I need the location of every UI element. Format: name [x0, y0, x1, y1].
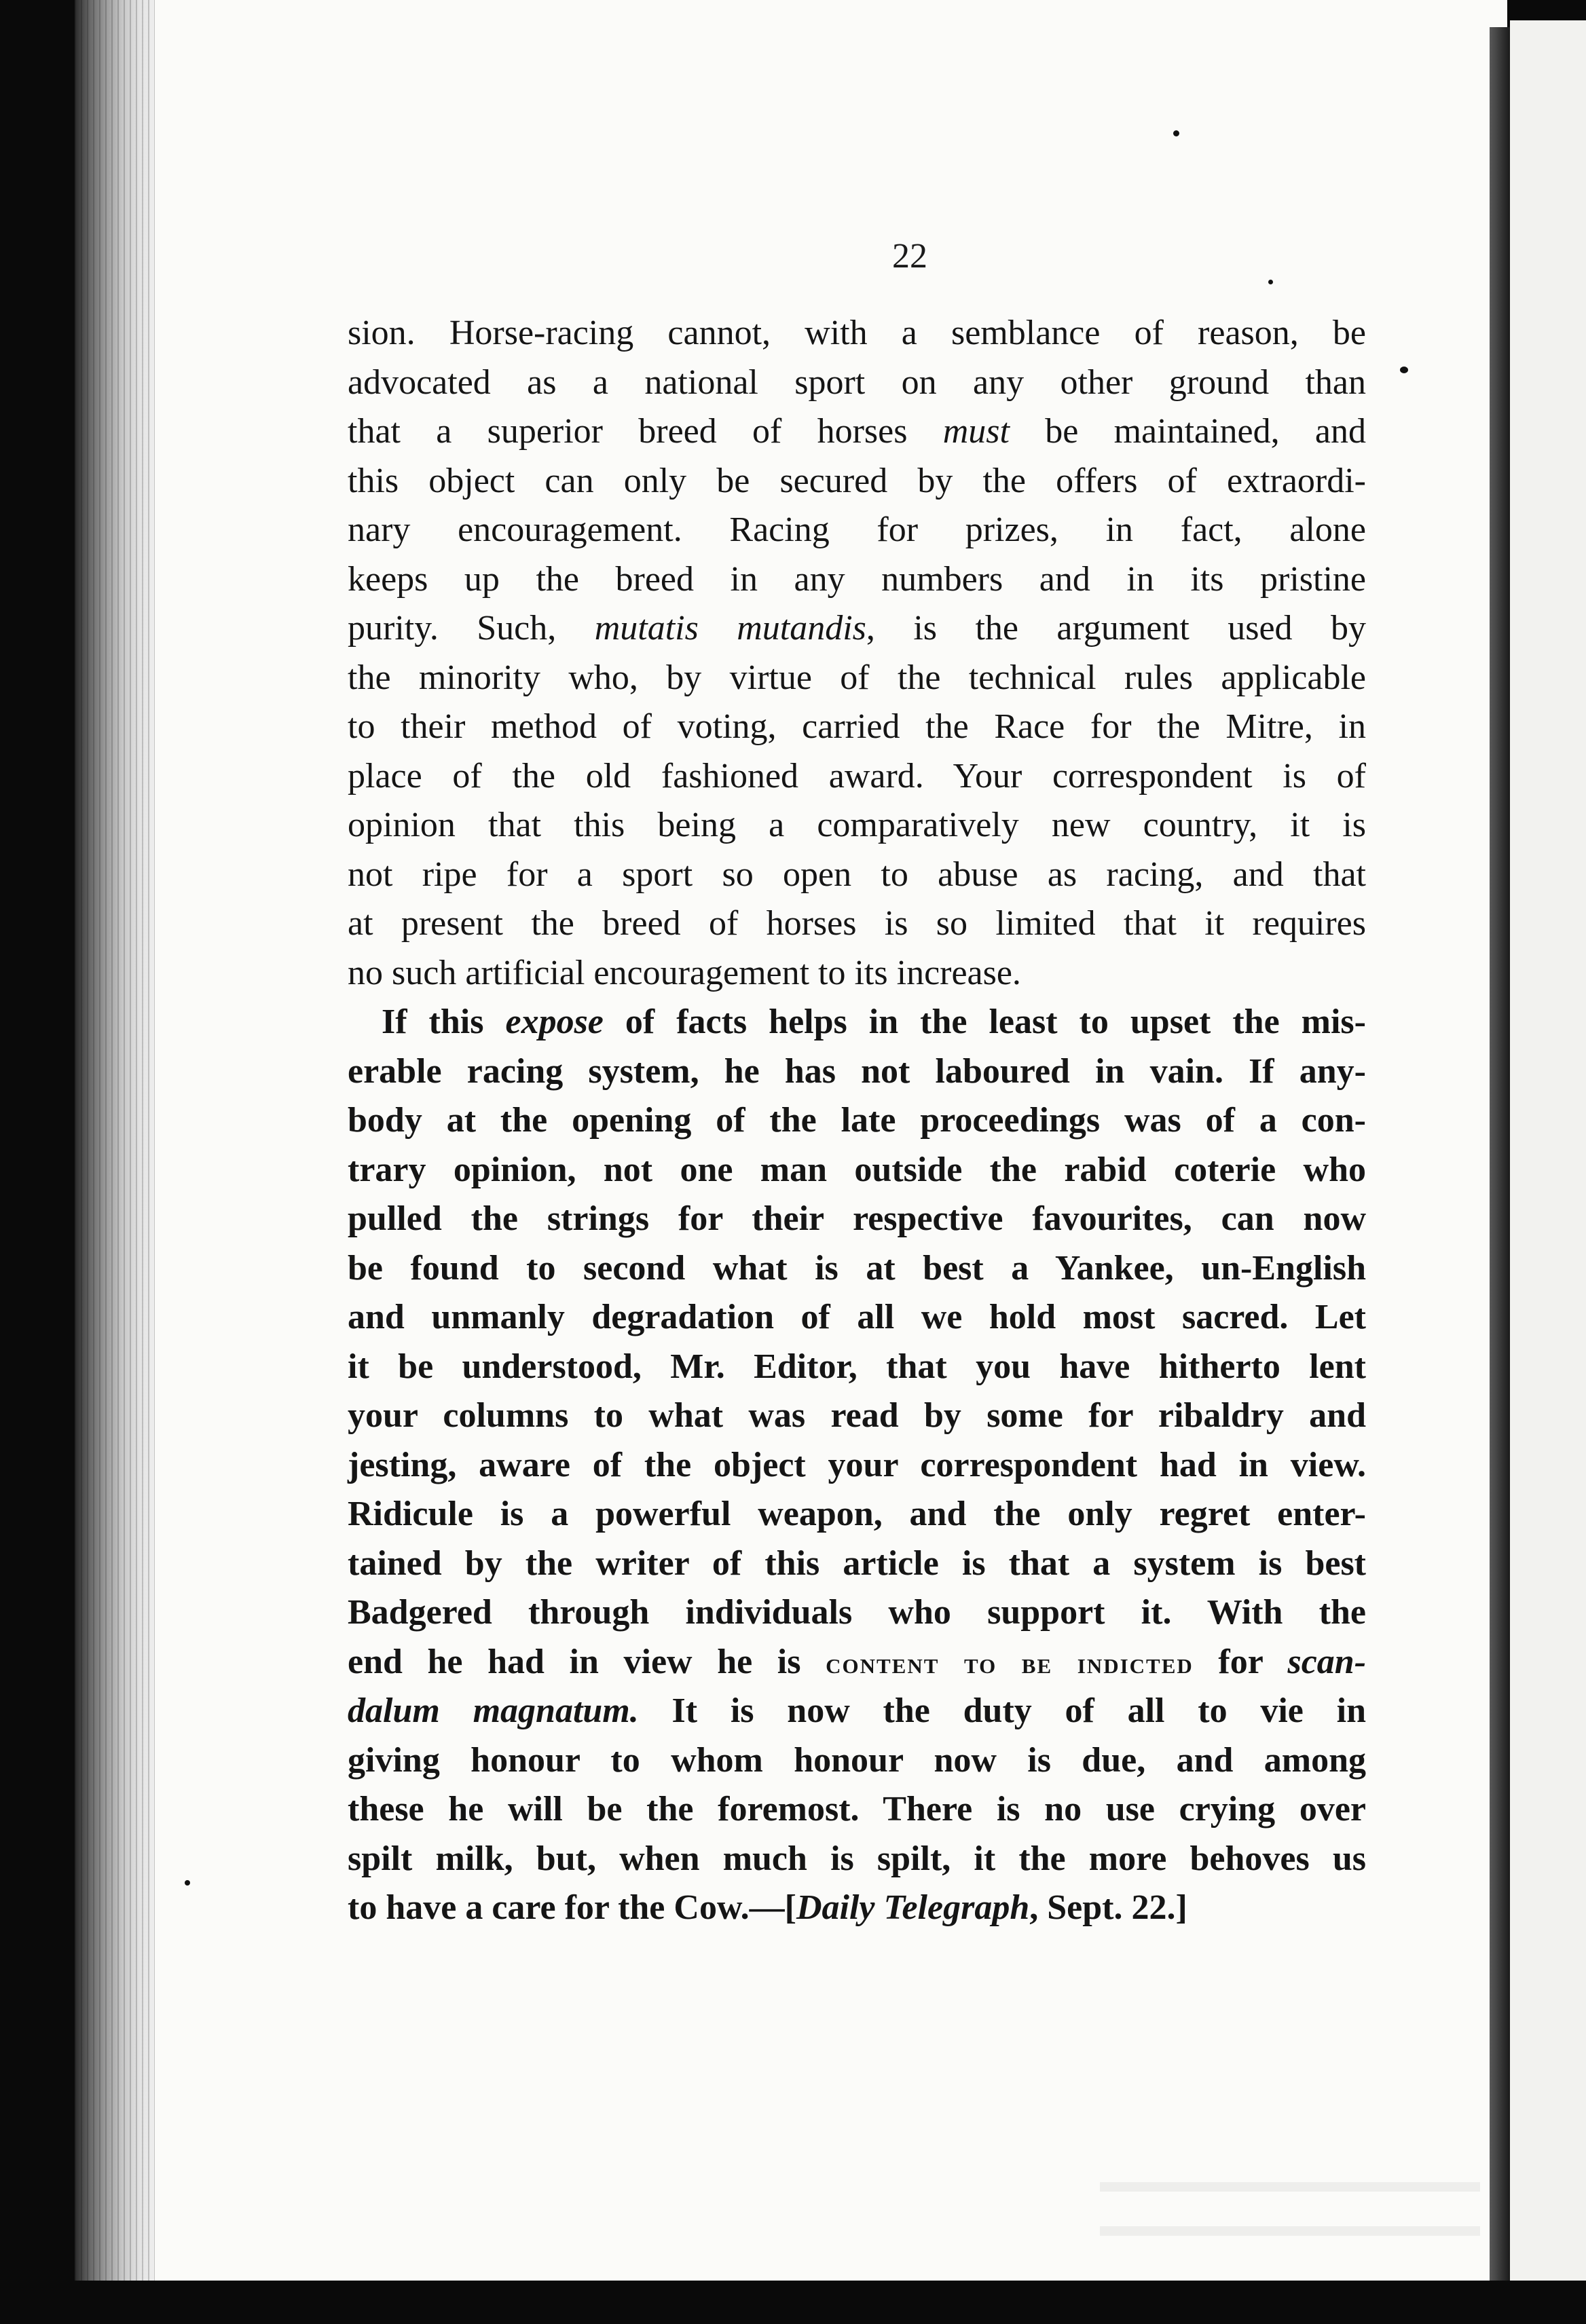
text-run: end he had in view he is	[348, 1642, 826, 1681]
text-run: be maintained, and	[1009, 412, 1366, 451]
paragraph	[348, 998, 1366, 1933]
text-line: opinion that this being a comparatively new country, it is	[348, 806, 1366, 844]
text-line: jesting, aware of the object your correspondent had in view.	[348, 1445, 1366, 1484]
text-run: purity. Such,	[348, 609, 595, 648]
opposite-page-edge	[1510, 20, 1586, 2324]
text-line: Ridicule is a powerful weapon, and the only regret enter-	[348, 1495, 1366, 1533]
scan-speck	[1268, 280, 1273, 284]
italic-text: mutatis mutandis	[594, 609, 866, 648]
text-line: to their method of voting, carried the Race for the Mitre, in	[348, 707, 1366, 746]
text-line: advocated as a national sport on any other ground than	[348, 362, 1366, 402]
scan-speck	[1400, 367, 1408, 373]
text-line: trary opinion, not one man outside the rabid coterie who	[348, 1150, 1366, 1189]
italic-text: Daily Telegraph	[796, 1888, 1030, 1927]
text-line: these he will be the foremost. There is no use crying over	[348, 1790, 1366, 1829]
scanner-bottom-edge	[0, 2281, 1586, 2324]
text-run: , Sept. 22.]	[1029, 1888, 1187, 1927]
text-line: the minority who, by virtue of the technical rules applicable	[348, 658, 1366, 697]
scan-speck	[185, 1880, 190, 1886]
text-line	[348, 1687, 1366, 1736]
text-run: that a superior breed of horses	[348, 412, 943, 451]
text-line: keeps up the breed in any numbers and in its pristine	[348, 559, 1366, 599]
text-line: place of the old fashioned award. Your correspondent is of	[348, 756, 1366, 795]
italic-text: must	[942, 412, 1010, 451]
scan-speck	[1173, 130, 1179, 136]
show-through-line	[1100, 2226, 1480, 2236]
article-text	[348, 309, 1366, 1933]
text-line: pulled the strings for their respective favourites, can now	[348, 1199, 1366, 1238]
small-caps-text: content to be indicted	[826, 1646, 1194, 1680]
text-line: tained by the writer of this article is that a system is best	[348, 1543, 1366, 1583]
text-run: of facts helps in the least to upset the mis-	[603, 1002, 1366, 1041]
text-line: sion. Horse-racing cannot, with a semblance of reason, be	[348, 314, 1366, 352]
paragraph	[348, 309, 1366, 998]
text-run: to have a care for the Cow.—[	[348, 1888, 796, 1927]
text-line: body at the opening of the late proceedings was of a con-	[348, 1101, 1366, 1140]
text-line	[348, 1638, 1366, 1687]
text-line: this object can only be secured by the offers of extraordi-	[348, 461, 1366, 500]
text-line: be found to second what is at best a Yankee, un-English	[348, 1248, 1366, 1288]
text-run: It is now the duty of all to vie in	[638, 1691, 1366, 1730]
text-line: at present the breed of horses is so limited that it requires	[348, 904, 1366, 943]
text-line: nary encouragement. Racing for prizes, in fact, alone	[348, 510, 1366, 549]
text-line: your columns to what was read by some for ribaldry and	[348, 1396, 1366, 1435]
text-line	[348, 1883, 1366, 1933]
italic-text: dalum magnatum.	[348, 1691, 639, 1730]
italic-text: expose	[505, 1002, 604, 1041]
text-run: , is the argument used by	[866, 609, 1366, 648]
text-run: If this	[382, 1002, 506, 1041]
text-line: no such artificial encouragement to its increase.	[348, 953, 1021, 992]
binding-gutter	[1490, 27, 1510, 2324]
page-number: 22	[892, 237, 927, 276]
text-line: it be understood, Mr. Editor, that you have hitherto lent	[348, 1347, 1366, 1386]
text-line	[348, 604, 1366, 654]
text-run: for	[1193, 1642, 1288, 1681]
text-line: erable racing system, he has not laboured in vain. If any-	[348, 1051, 1366, 1091]
text-line	[348, 407, 1366, 457]
text-line: Badgered through individuals who support it. With the	[348, 1593, 1366, 1632]
text-line: not ripe for a sport so open to abuse as racing, and that	[348, 855, 1366, 894]
text-line: spilt milk, but, when much is spilt, it the more behoves us	[348, 1839, 1366, 1878]
page-block-edge	[75, 0, 163, 2324]
show-through-line	[1100, 2182, 1480, 2192]
italic-text: scan-	[1287, 1642, 1367, 1681]
text-line	[348, 998, 1366, 1047]
text-line: and unmanly degradation of all we hold most sacred. Let	[348, 1298, 1366, 1336]
text-line: giving honour to whom honour now is due, and among	[348, 1740, 1366, 1780]
